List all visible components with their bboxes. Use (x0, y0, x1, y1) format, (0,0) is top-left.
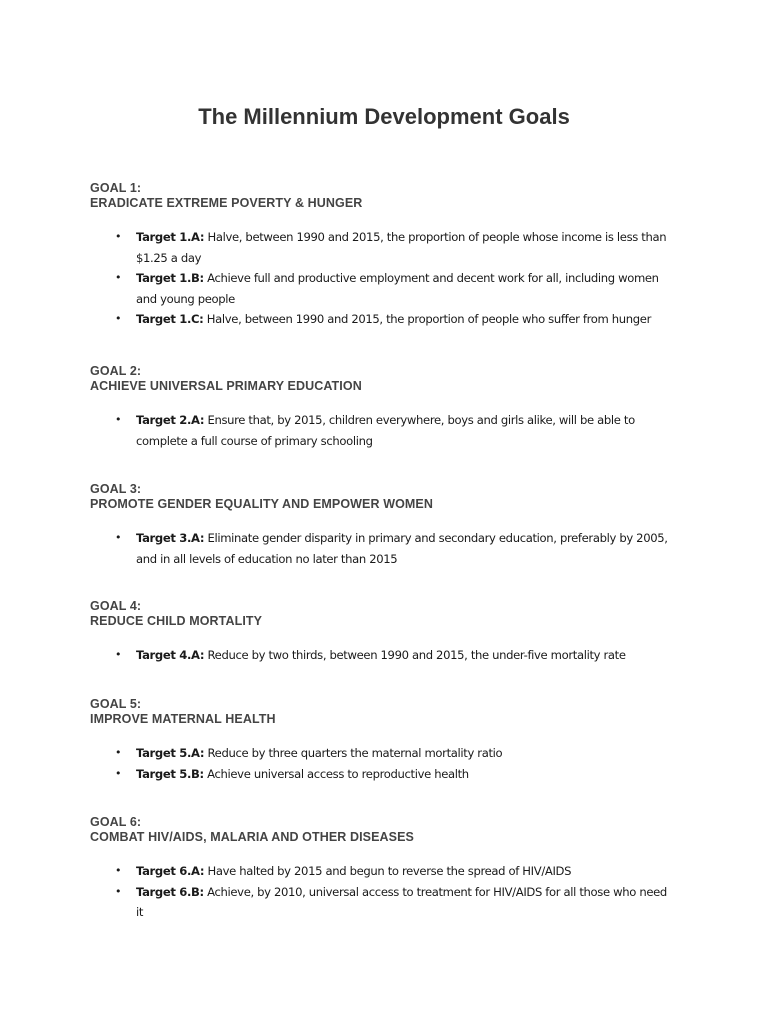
target-label: Target 6.B: (136, 884, 204, 899)
target-label: Target 5.A: (136, 746, 205, 760)
goal-5-section (90, 697, 690, 781)
target-list (115, 410, 675, 451)
target-text: Reduce by three quarters the maternal mortality ratio (204, 746, 503, 760)
target-text: Have halted by 2015 and begun to reverse the spread of HIV/AIDS (204, 864, 572, 878)
target-text: Ensure that, by 2015, children everywhere, boys and girls alike, will be able to complete a full course of primary schooling (136, 413, 635, 448)
goal-heading: ERADICATE EXTREME POVERTY & HUNGER (90, 196, 363, 210)
target-text: Achieve universal access to reproductive health (203, 766, 469, 781)
list-item (115, 268, 675, 309)
list-item (115, 743, 675, 764)
bullet-icon: • (115, 864, 122, 877)
goal-heading: REDUCE CHILD MORTALITY (90, 614, 263, 628)
goal-number: GOAL 2: (90, 364, 142, 378)
target-label: Target 4.A: (136, 648, 205, 662)
goal-1-section (90, 181, 690, 326)
goal-number: GOAL 4: (90, 599, 142, 613)
target-text: Achieve, by 2010, universal access to treatment for HIV/AIDS for all those who need it (136, 884, 667, 919)
bullet-icon: • (115, 531, 122, 544)
target-text: Halve, between 1990 and 2015, the proportion of people whose income is less than $1.25 a day (136, 230, 667, 265)
goal-number: GOAL 5: (90, 697, 142, 711)
target-label: Target 2.A: (136, 413, 205, 427)
goal-heading: IMPROVE MATERNAL HEALTH (90, 712, 276, 726)
target-label: Target 3.A: (136, 531, 205, 545)
target-list (115, 743, 675, 784)
bullet-icon: • (115, 271, 122, 284)
bullet-icon: • (115, 230, 122, 243)
list-item (115, 764, 675, 785)
target-label: Target 1.B: (136, 271, 204, 285)
target-text: Eliminate gender disparity in primary and secondary education, preferably by 2005, and in all levels of education no later than 2015 (136, 531, 668, 566)
goal-3-section (90, 482, 690, 566)
target-text: Achieve full and productive employment and decent work for all, including women and young people (136, 271, 659, 306)
target-text: Halve, between 1990 and 2015, the proportion of people who suffer from hunger (203, 312, 651, 326)
list-item (115, 309, 675, 330)
target-list (115, 227, 675, 330)
bullet-icon: • (115, 312, 122, 325)
target-list (115, 528, 675, 569)
goal-number: GOAL 1: (90, 181, 142, 195)
list-item (115, 227, 675, 268)
target-label: Target 5.B: (136, 766, 204, 781)
goal-4-section (90, 599, 690, 662)
target-label: Target 1.C: (136, 312, 204, 326)
goal-number: GOAL 3: (90, 482, 142, 496)
target-label: Target 6.A: (136, 864, 205, 878)
goal-heading: COMBAT HIV/AIDS, MALARIA AND OTHER DISEASES (90, 830, 414, 844)
bullet-icon: • (115, 884, 122, 898)
list-item (115, 645, 675, 666)
target-list (115, 861, 675, 923)
bullet-icon: • (115, 746, 122, 759)
goal-heading: PROMOTE GENDER EQUALITY AND EMPOWER WOMEN (90, 497, 433, 511)
list-item (115, 410, 675, 451)
goal-heading: ACHIEVE UNIVERSAL PRIMARY EDUCATION (90, 379, 362, 393)
page-title: The Millennium Development Goals (198, 104, 570, 129)
bullet-icon: • (115, 648, 122, 661)
list-item (115, 882, 675, 923)
goal-number: GOAL 6: (90, 815, 142, 829)
list-item (115, 528, 675, 569)
list-item (115, 861, 675, 882)
target-list (115, 645, 675, 666)
target-label: Target 1.A: (136, 230, 205, 244)
goal-6-section (90, 815, 690, 919)
bullet-icon: • (115, 766, 122, 780)
goal-2-section (90, 364, 690, 448)
bullet-icon: • (115, 413, 122, 426)
target-text: Reduce by two thirds, between 1990 and 2015, the under-five mortality rate (204, 648, 626, 662)
